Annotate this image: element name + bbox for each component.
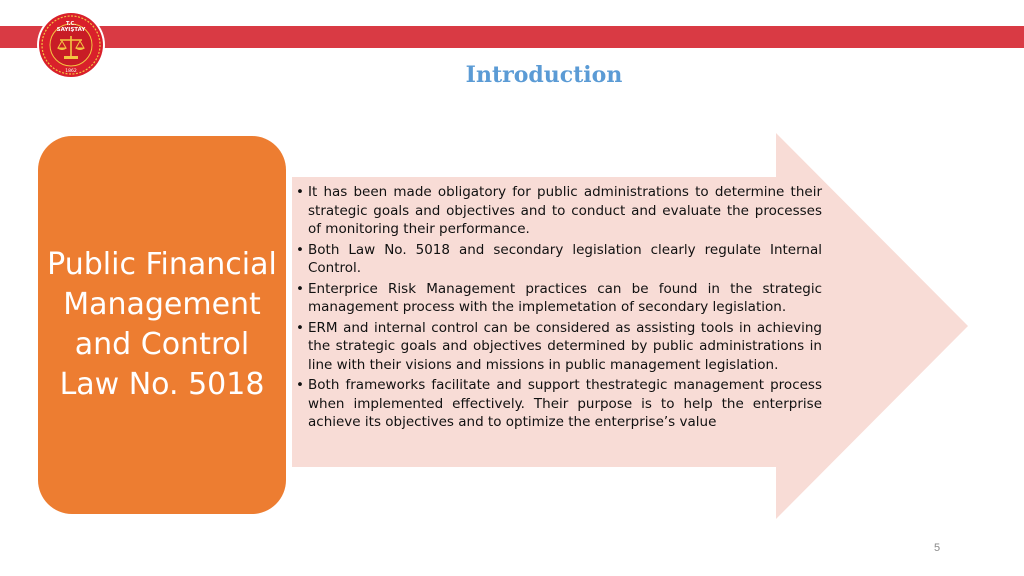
list-item — [296, 376, 822, 432]
slide-title: Introduction — [465, 62, 623, 88]
bullet-text: Both Law No. 5018 and secondary legislation clearly regulate Internal Control. — [308, 241, 822, 276]
bullet-text: ERM and internal control can be considered as assisting tools in achieving the strategic goals and objectives determined by public administrations in line with their visions and missions in public management legislation. — [308, 319, 822, 373]
bullet-text: Both frameworks facilitate and support thestrategic management process when implemented effectively. Their purpose is to help the enterprise achieve its objectives and to optimize the enterprise’s value — [308, 377, 822, 430]
header-band — [0, 26, 1024, 48]
bullet-icon: • — [296, 184, 304, 200]
bullet-icon: • — [296, 241, 304, 258]
svg-text:SAYIŞTAY: SAYIŞTAY — [56, 27, 86, 33]
list-item — [296, 183, 822, 239]
bullet-icon: • — [296, 280, 304, 297]
bullet-text: Enterprice Risk Management practices can be found in the strategic management process with the implemetation of secondary legislation. — [308, 280, 822, 315]
bullet-icon: • — [296, 319, 304, 336]
law-title-box — [38, 136, 286, 514]
bullet-text: It has been made obligatory for public administrations to determine their strategic goals and objectives and to conduct and evaluate the processes of monitoring their performance. — [308, 184, 822, 237]
bullet-icon: • — [296, 377, 304, 393]
page-number: 5 — [934, 542, 941, 554]
svg-text:1862: 1862 — [65, 69, 77, 74]
list-item — [296, 280, 822, 317]
bullet-list — [296, 183, 822, 434]
law-title-text: Public Financial Management and Control Law No. 5018 — [47, 247, 277, 402]
svg-text:T.C.: T.C. — [65, 21, 77, 27]
list-item — [296, 319, 822, 375]
list-item — [296, 241, 822, 278]
